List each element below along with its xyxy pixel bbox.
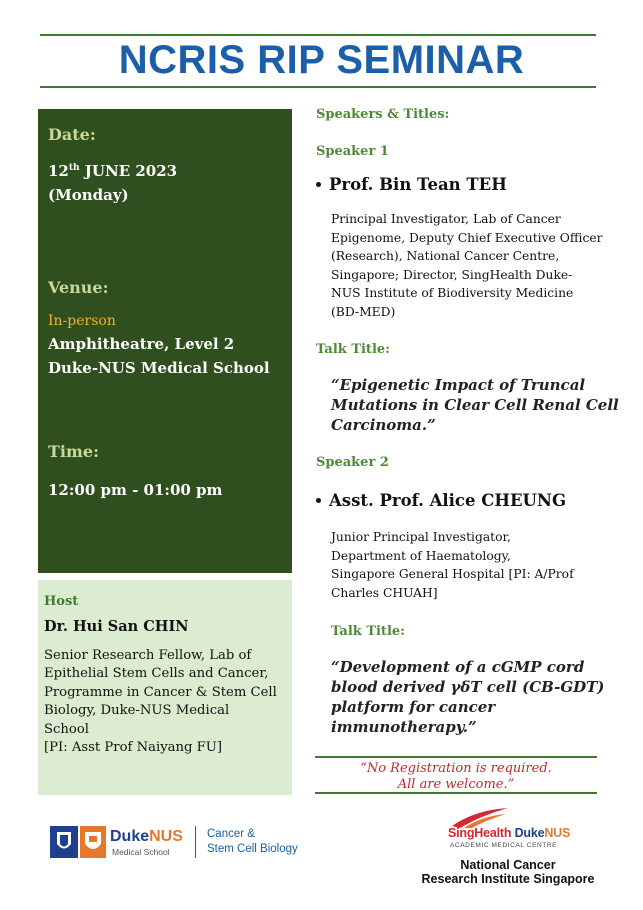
registration-note: “No Registration is required. All are welcome.” [360,761,552,792]
duke-nus-wordmark: DukeNUS [110,828,183,845]
speaker-2-name: Asst. Prof. Alice CHEUNG [316,491,566,510]
amc-label: ACADEMIC MEDICAL CENTRE [450,842,558,849]
host-label: Host [44,594,79,609]
time-label: Time: [48,442,99,461]
speaker-1-name: Prof. Bin Tean TEH [316,175,507,194]
logo-divider [195,826,196,858]
ncris-logo [410,806,610,896]
time-value: 12:00 pm - 01:00 pm [48,481,223,499]
speaker-2-description: Junior Principal Investigator, Department of Haematology, Singapore General Hospital [PI: A/Prof Charles CHUAH] [331,530,574,600]
event-info-panel [38,109,292,573]
date-value: 12th JUNE 2023 [48,162,178,180]
singhealth-dukenus-wordmark: SingHealth DukeNUS [448,826,571,840]
duke-nus-logo [50,826,300,860]
venue-line-1: Amphitheatre, Level 2 [48,335,235,353]
speakers-heading: Speakers & Titles: [316,107,450,122]
duke-shield-icon [50,826,78,858]
venue-label: Venue: [48,278,109,297]
date-label: Date: [48,125,96,144]
duke-nus-subtitle: Medical School [112,847,170,857]
speaker-1-label: Speaker 1 [316,144,389,159]
bullet-icon [316,498,321,503]
speaker-1-talk-title: “Epigenetic Impact of Truncal Mutations in Clear Cell Renal Cell Carcinoma.” [331,376,619,434]
bullet-icon [316,182,321,187]
note-top-rule [315,756,597,758]
venue-line-2: Duke-NUS Medical School [48,359,270,377]
speaker-1-talk-label: Talk Title: [316,342,390,357]
speaker-1-description: Principal Investigator, Lab of Cancer Epigenome, Deputy Chief Executive Officer (Research), National Cancer Centre, Singapore; Director, SingHealth Duke- NUS Institute of Biodiversity Medicine (BD-MED) [331,212,603,319]
nus-crest-icon [80,826,106,858]
header-top-rule [40,34,596,36]
host-name: Dr. Hui San CHIN [44,618,189,635]
department-name: Cancer & Stem Cell Biology [207,828,298,855]
note-bottom-rule [315,792,597,794]
speaker-2-talk-label: Talk Title: [331,624,405,639]
page-title: NCRIS RIP SEMINAR [118,38,525,82]
host-description: Senior Research Fellow, Lab of Epithelial Stem Cells and Cancer, Programme in Cancer & Stem Cell Biology, Duke-NUS Medical School [PI: Asst Prof Naiyang FU] [44,648,277,756]
ncris-name: National Cancer Research Institute Singapore [421,858,595,886]
header-bottom-rule [40,86,596,88]
swoosh-icon [450,806,510,828]
speaker-2-label: Speaker 2 [316,455,389,470]
venue-mode: In-person [48,313,116,329]
speaker-2-talk-title: “Development of a cGMP cord blood derived γδT cell (CB-GDT) platform for cancer immunotherapy.” [331,658,605,736]
date-weekday: (Monday) [48,186,129,204]
host-panel [38,580,292,795]
